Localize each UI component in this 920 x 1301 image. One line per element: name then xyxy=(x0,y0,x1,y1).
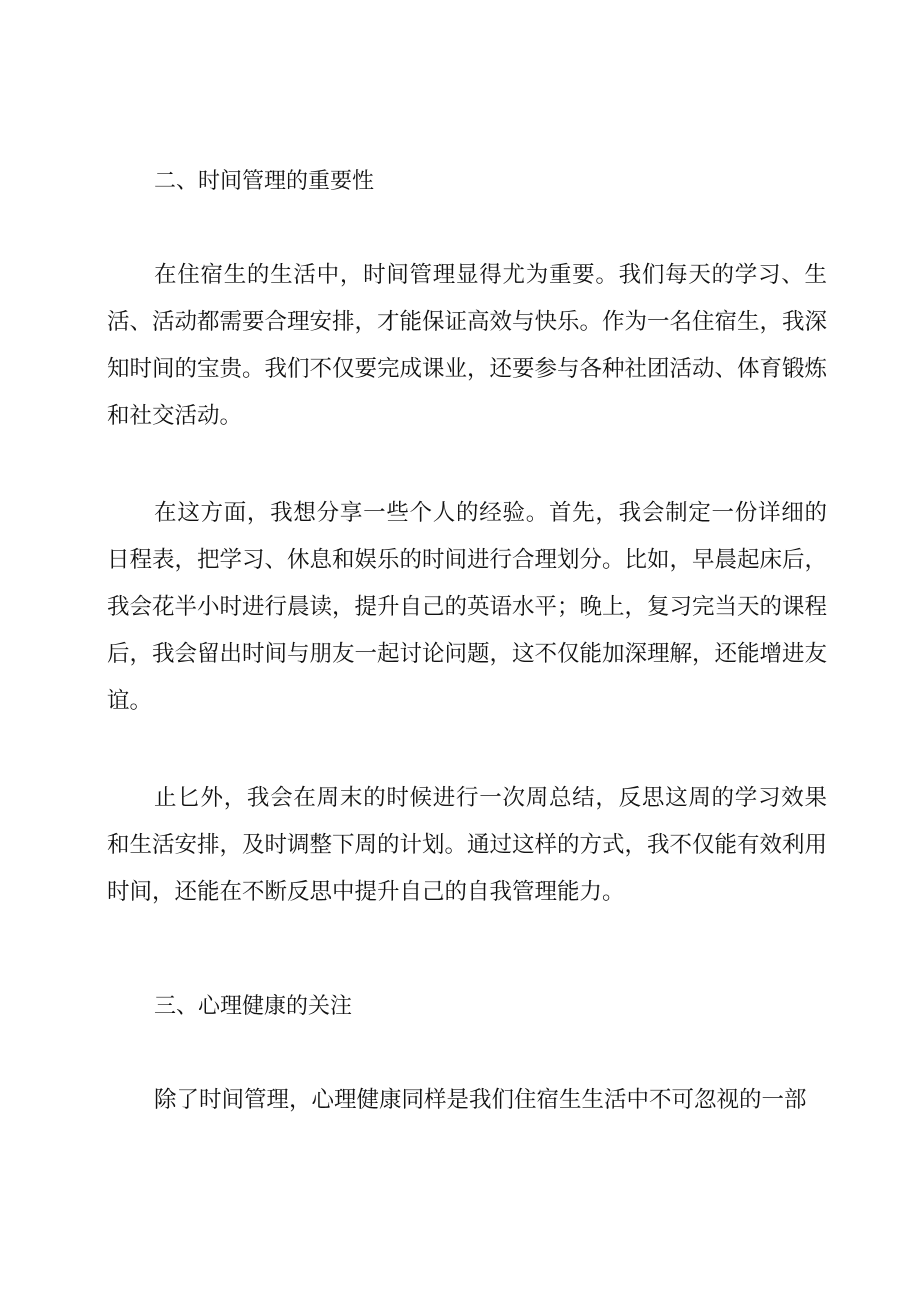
paragraph: 止匕外，我会在周末的时候进行一次周总结，反思这周的学习效果和生活安排，及时调整下周的计划。通过这样的方式，我不仅能有效利用时间，还能在不断反思中提升自己的自我管理能力。 xyxy=(107,785,828,905)
section-heading-mental-health: 三、心理健康的关注 xyxy=(154,994,353,1019)
paragraph: 除了时间管理，心理健康同样是我们住宿生生活中不可忽视的一部 xyxy=(154,1087,807,1113)
paragraph: 在住宿生的生活中，时间管理显得尤为重要。我们每天的学习、生活、活动都需要合理安排，才能保证高效与快乐。作为一名住宿生，我深知时间的宝贵。我们不仅要完成课业，还要参与各种社团活动、体育锻炼和社交活动。 xyxy=(107,262,828,429)
paragraph: 在这方面，我想分享一些个人的经验。首先，我会制定一份详细的日程表，把学习、休息和娱乐的时间进行合理划分。比如，早晨起床后，我会花半小时进行晨读，提升自己的英语水平；晚上，复习完当天的课程后，我会留出时间与朋友一起讨论问题，这不仅能加深理解，还能增进友谊。 xyxy=(107,500,828,714)
section-heading-time-management: 二、时间管理的重要性 xyxy=(154,169,375,194)
